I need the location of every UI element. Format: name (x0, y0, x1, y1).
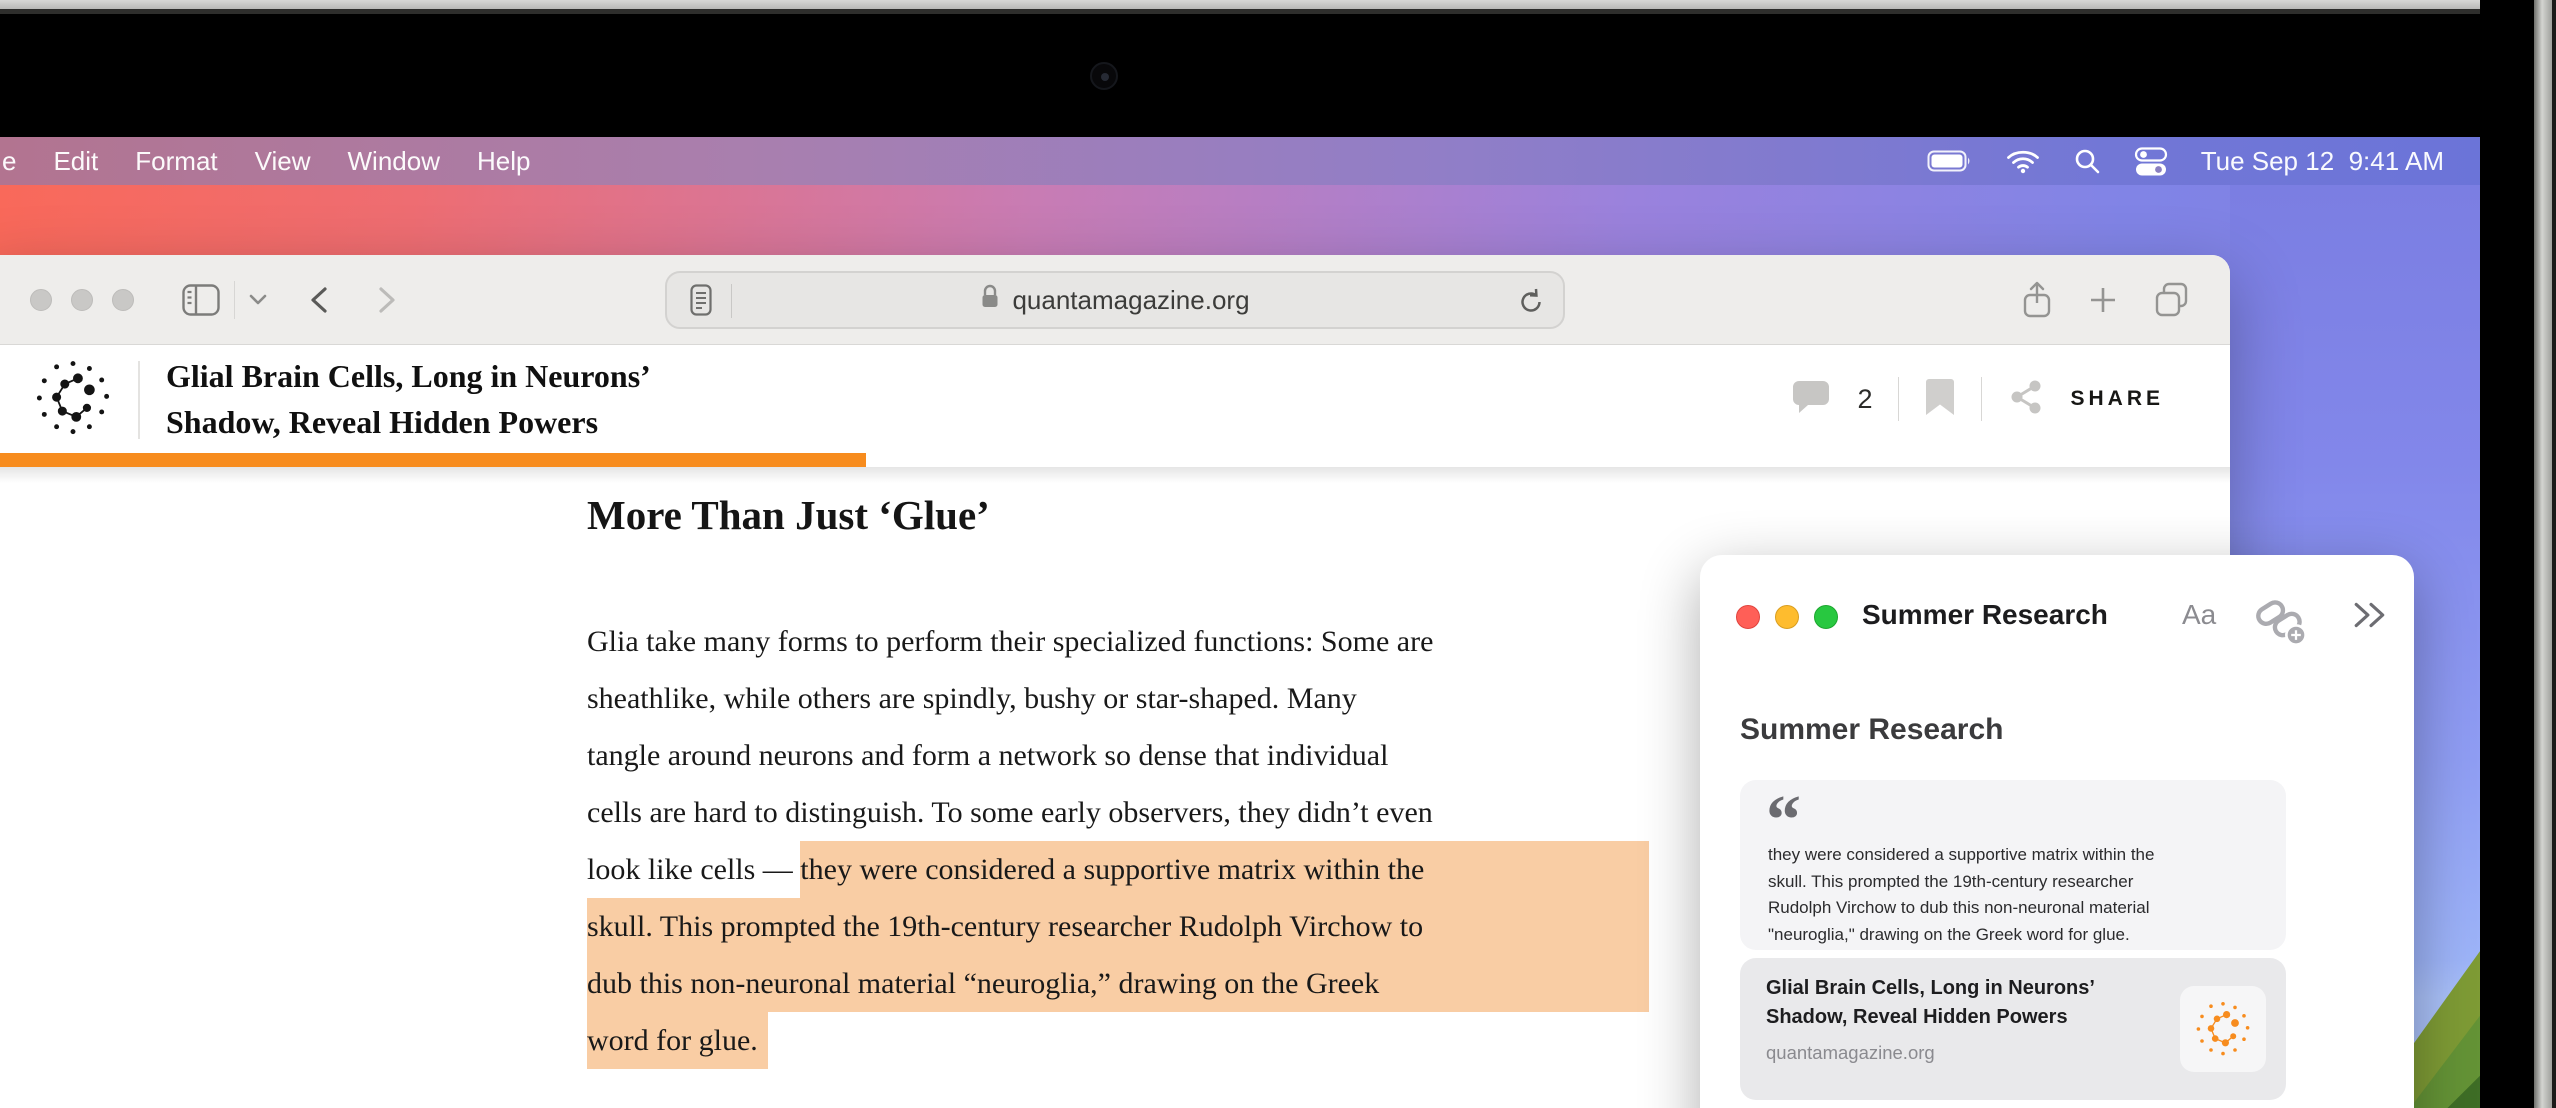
quote-line: skull. This prompted the 19th-century researcher (1768, 871, 2134, 891)
menu-item-help[interactable]: Help (477, 145, 531, 176)
device-top-edge (0, 0, 2556, 9)
paragraph-line (587, 784, 1649, 841)
tab-overview-icon[interactable] (2152, 281, 2192, 324)
paragraph-line (587, 955, 1649, 1012)
line-text: sheathlike, while others are spindly, bushy or star-shaped. Many (587, 682, 1357, 715)
comments-icon[interactable] (1791, 379, 1831, 420)
zoom-button[interactable] (112, 289, 134, 311)
reading-progress-bar (0, 453, 866, 467)
highlighted-text: skull. This prompted the 19th-century researcher Rudolph Virchow to (587, 898, 1649, 955)
device-edge-silver (2534, 0, 2552, 1108)
spotlight-search-icon[interactable] (2073, 147, 2101, 175)
paragraph-line (587, 841, 1649, 898)
quote-line: "neuroglia," drawing on the Greek word for glue. (1768, 924, 2130, 944)
link-preview-title (1766, 974, 2095, 1032)
share-nodes-icon[interactable] (2008, 378, 2044, 421)
note-quote-block[interactable] (1740, 780, 2286, 950)
address-bar[interactable] (665, 271, 1565, 329)
menu-bar-clock[interactable]: Tue Sep 12 9:41 AM (2200, 145, 2444, 176)
link-title-line2: Shadow, Reveal Hidden Powers (1766, 1006, 2068, 1028)
link-title-line1: Glial Brain Cells, Long in Neurons’ (1766, 977, 2095, 999)
camera-lens (1101, 73, 1109, 81)
reload-icon[interactable] (1517, 288, 1545, 321)
control-center-icon[interactable] (2134, 146, 2168, 176)
comment-count[interactable]: 2 (1857, 383, 1873, 414)
article-title-line2: Shadow, Reveal Hidden Powers (166, 404, 599, 440)
minimize-button[interactable] (1775, 605, 1799, 629)
forward-button-icon[interactable] (374, 285, 400, 320)
link-preview-favicon (2180, 986, 2266, 1072)
wifi-icon[interactable] (2006, 148, 2040, 174)
share-icon[interactable] (2020, 281, 2054, 326)
note-heading[interactable]: Summer Research (1740, 713, 2004, 746)
zoom-button[interactable] (1814, 605, 1838, 629)
menu-bar-items (2, 137, 530, 185)
toolbar-divider (234, 281, 235, 319)
paragraph-line (587, 898, 1649, 955)
device-edge-dark (2552, 0, 2556, 1108)
masthead-icon-divider (1981, 377, 1982, 421)
article-masthead (0, 345, 2230, 453)
minimize-button[interactable] (71, 289, 93, 311)
highlighted-text: they were considered a supportive matrix within the (800, 841, 1649, 898)
paragraph-line (587, 670, 1649, 727)
line-text: tangle around neurons and form a network so dense that individual (587, 739, 1389, 772)
device-bezel-top (0, 0, 2556, 137)
masthead-divider (138, 361, 140, 439)
paragraph-line (587, 1012, 1649, 1069)
share-button[interactable]: SHARE (2070, 387, 2164, 410)
chevron-down-icon[interactable] (248, 293, 268, 312)
quote-line: they were considered a supportive matrix within the (1768, 845, 2155, 864)
lock-icon (980, 284, 1000, 317)
menu-bar (0, 137, 2480, 185)
new-tab-icon[interactable] (2088, 285, 2118, 320)
address-bar-domain[interactable]: quantamagazine.org (1012, 284, 1250, 315)
menu-item-window[interactable]: Window (347, 145, 440, 176)
safari-toolbar (0, 255, 2230, 345)
paragraph-line (587, 727, 1649, 784)
note-link-preview-card[interactable] (1740, 958, 2286, 1100)
highlighted-text: word for glue. (587, 1012, 768, 1069)
line-text: cells are hard to distinguish. To some early observers, they didn’t even (587, 796, 1433, 829)
back-button-icon[interactable] (306, 285, 332, 320)
article-paragraph (587, 613, 1649, 1069)
link-preview-domain: quantamagazine.org (1766, 1042, 1935, 1063)
menu-item-format[interactable]: Format (135, 145, 218, 176)
line-text: Glia take many forms to perform their specialized functions: Some are (587, 625, 1434, 658)
macbook-screen (0, 137, 2480, 1108)
note-quote-text (1768, 842, 2154, 948)
quick-note-window (1700, 555, 2414, 1108)
highlighted-text: dub this non-neuronal material “neuroglia,” drawing on the Greek (587, 955, 1649, 1012)
camera-icon (1090, 62, 1118, 90)
chevron-double-right-icon[interactable] (2352, 599, 2388, 636)
notes-traffic-lights (1736, 605, 1838, 629)
safari-traffic-lights (30, 289, 134, 311)
close-button[interactable] (1736, 605, 1760, 629)
quanta-logo[interactable] (32, 357, 114, 439)
bookmark-icon[interactable] (1925, 378, 1955, 421)
close-button[interactable] (30, 289, 52, 311)
device-top-line (0, 9, 2556, 14)
device-bezel-right (2480, 0, 2556, 1108)
add-link-icon[interactable] (2250, 593, 2314, 654)
article-title[interactable] (166, 353, 651, 445)
format-button[interactable]: Aa (2182, 599, 2217, 630)
battery-icon[interactable] (1927, 148, 1973, 174)
menu-item-file-partial[interactable]: e (2, 145, 17, 176)
article-title-line1: Glial Brain Cells, Long in Neurons’ (166, 358, 651, 394)
menu-item-view[interactable]: View (254, 145, 311, 176)
line-text: look like cells — (587, 853, 801, 886)
menu-bar-status (1927, 137, 2444, 185)
paragraph-line (587, 613, 1649, 670)
quote-line: Rudolph Virchow to dub this non-neuronal material (1768, 898, 2150, 917)
masthead-icon-divider (1898, 377, 1899, 421)
section-heading: More Than Just ‘Glue’ (587, 492, 990, 538)
quote-icon: “ (1766, 782, 1801, 859)
sidebar-icon[interactable] (182, 283, 220, 322)
masthead-shadow (0, 467, 2230, 483)
menu-item-edit[interactable]: Edit (53, 145, 99, 176)
notes-window-title: Summer Research (1862, 599, 2108, 630)
